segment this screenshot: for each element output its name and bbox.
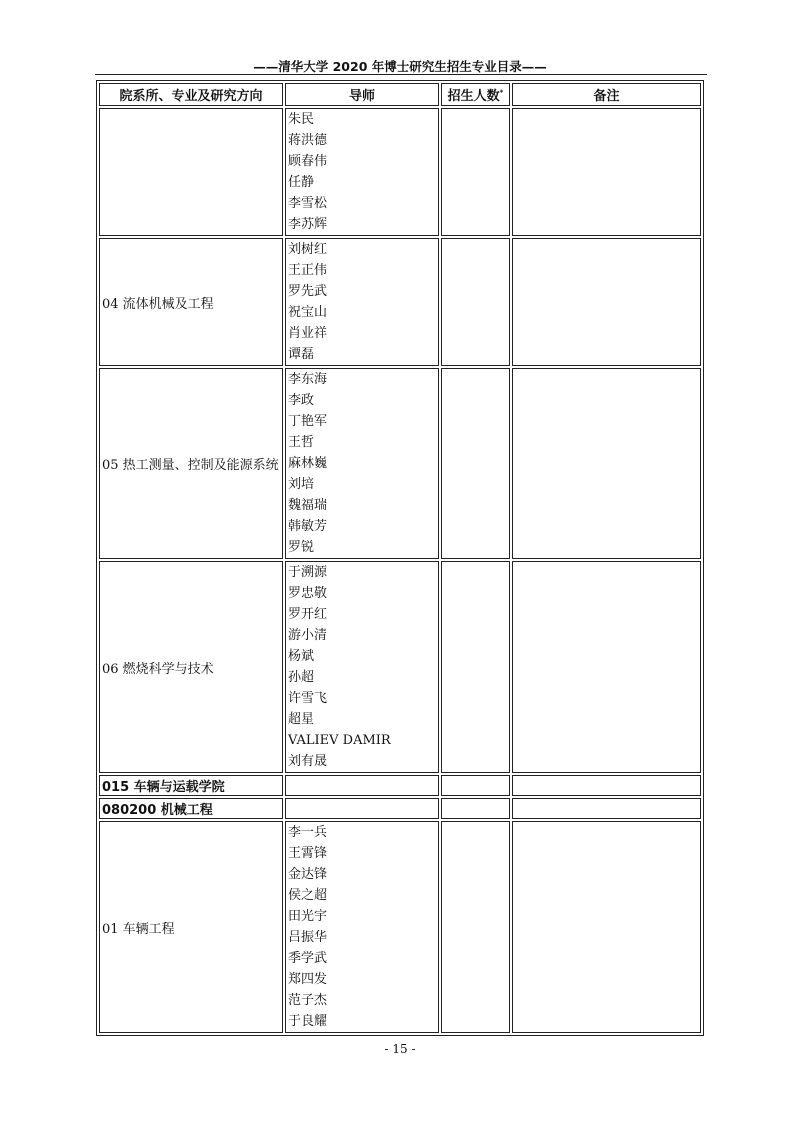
- major-row: [99, 798, 701, 819]
- page-header: ——清华大学 2020 年博士研究生招生专业目录——: [253, 59, 547, 74]
- advisor-name: 顾春伟: [288, 154, 328, 169]
- quota-cell: [441, 821, 510, 1033]
- advisor-name: 韩敏芳: [288, 519, 328, 534]
- advisor-name: 任静: [288, 175, 315, 190]
- advisor-list: [285, 108, 439, 236]
- advisor-name: 李一兵: [288, 825, 328, 840]
- footnote-mark: *: [499, 88, 504, 97]
- empty-cell: [512, 798, 701, 819]
- advisor-name: 刘树红: [288, 242, 328, 257]
- advisor-name: 田光宇: [288, 909, 328, 924]
- advisor-name: 于良耀: [288, 1014, 328, 1029]
- empty-cell: [285, 798, 439, 819]
- advisor-list: [285, 368, 439, 559]
- advisor-name: 李政: [288, 393, 315, 408]
- direction-row: [99, 561, 701, 773]
- advisor-name: 朱民: [288, 112, 315, 127]
- notes-cell: [512, 368, 701, 559]
- advisor-name: 王正伟: [288, 263, 328, 278]
- major-name: 080200 机械工程: [99, 798, 283, 819]
- advisor-name: 孙超: [288, 670, 315, 685]
- catalog-table: [96, 80, 704, 1036]
- advisor-name: 祝宝山: [288, 305, 328, 320]
- col-header-quota: 招生人数*: [441, 83, 510, 106]
- empty-cell: [441, 798, 510, 819]
- advisor-name: 谭磊: [288, 347, 315, 362]
- advisor-name: 麻林巍: [288, 456, 328, 471]
- advisor-list: [285, 821, 439, 1033]
- advisor-name: 肖业祥: [288, 326, 328, 341]
- col-header-dept: 院系所、专业及研究方向: [99, 83, 283, 106]
- direction-row: [99, 821, 701, 1033]
- notes-cell: [512, 108, 701, 236]
- advisor-name: 蒋洪德: [288, 133, 328, 148]
- advisor-name: 李苏辉: [288, 217, 328, 232]
- advisor-name: 魏福瑞: [288, 498, 328, 513]
- research-direction: 06 燃烧科学与技术: [99, 561, 283, 773]
- direction-row: [99, 368, 701, 559]
- advisor-name: 罗开红: [288, 607, 328, 622]
- advisor-list: [285, 238, 439, 366]
- advisor-name: 金达锋: [288, 867, 328, 882]
- advisor-name: 郑四发: [288, 972, 328, 987]
- quota-cell: [441, 368, 510, 559]
- empty-cell: [441, 775, 510, 796]
- advisor-name: 范子杰: [288, 993, 328, 1008]
- research-direction: 05 热工测量、控制及能源系统: [99, 368, 283, 559]
- advisor-name: 刘培: [288, 477, 315, 492]
- advisor-name: 罗先武: [288, 284, 328, 299]
- notes-cell: [512, 821, 701, 1033]
- school-name: 015 车辆与运载学院: [99, 775, 283, 796]
- quota-cell: [441, 561, 510, 773]
- empty-cell: [285, 775, 439, 796]
- advisor-name: 李东海: [288, 372, 328, 387]
- empty-cell: [512, 775, 701, 796]
- research-direction: 04 流体机械及工程: [99, 238, 283, 366]
- advisor-name: 于溯源: [288, 565, 328, 580]
- direction-row: [99, 238, 701, 366]
- advisor-name: 杨斌: [288, 649, 315, 664]
- school-row: [99, 775, 701, 796]
- direction-row: [99, 108, 701, 236]
- advisor-name: 吕振华: [288, 930, 328, 945]
- advisor-name: VALIEV DAMIR: [288, 733, 391, 748]
- table-header-row: [99, 83, 701, 106]
- advisor-name: 罗忠敬: [288, 586, 328, 601]
- research-direction: 01 车辆工程: [99, 821, 283, 1033]
- advisor-name: 季学武: [288, 951, 328, 966]
- advisor-name: 罗锐: [288, 540, 315, 555]
- advisor-name: 李雪松: [288, 196, 328, 211]
- advisor-name: 游小清: [288, 628, 328, 643]
- research-direction: [99, 108, 283, 236]
- advisor-name: 王霄锋: [288, 846, 328, 861]
- advisor-name: 王哲: [288, 435, 315, 450]
- notes-cell: [512, 238, 701, 366]
- advisor-name: 丁艳军: [288, 414, 328, 429]
- advisor-list: [285, 561, 439, 773]
- header-rule: [95, 74, 707, 75]
- col-header-advisor: 导师: [285, 83, 439, 106]
- col-header-notes: 备注: [512, 83, 701, 106]
- quota-cell: [441, 238, 510, 366]
- advisor-name: 刘有晟: [288, 754, 328, 769]
- notes-cell: [512, 561, 701, 773]
- page-number: - 15 -: [384, 1042, 416, 1056]
- advisor-name: 许雪飞: [288, 691, 328, 706]
- advisor-name: 超星: [288, 712, 315, 727]
- advisor-name: 侯之超: [288, 888, 328, 903]
- quota-cell: [441, 108, 510, 236]
